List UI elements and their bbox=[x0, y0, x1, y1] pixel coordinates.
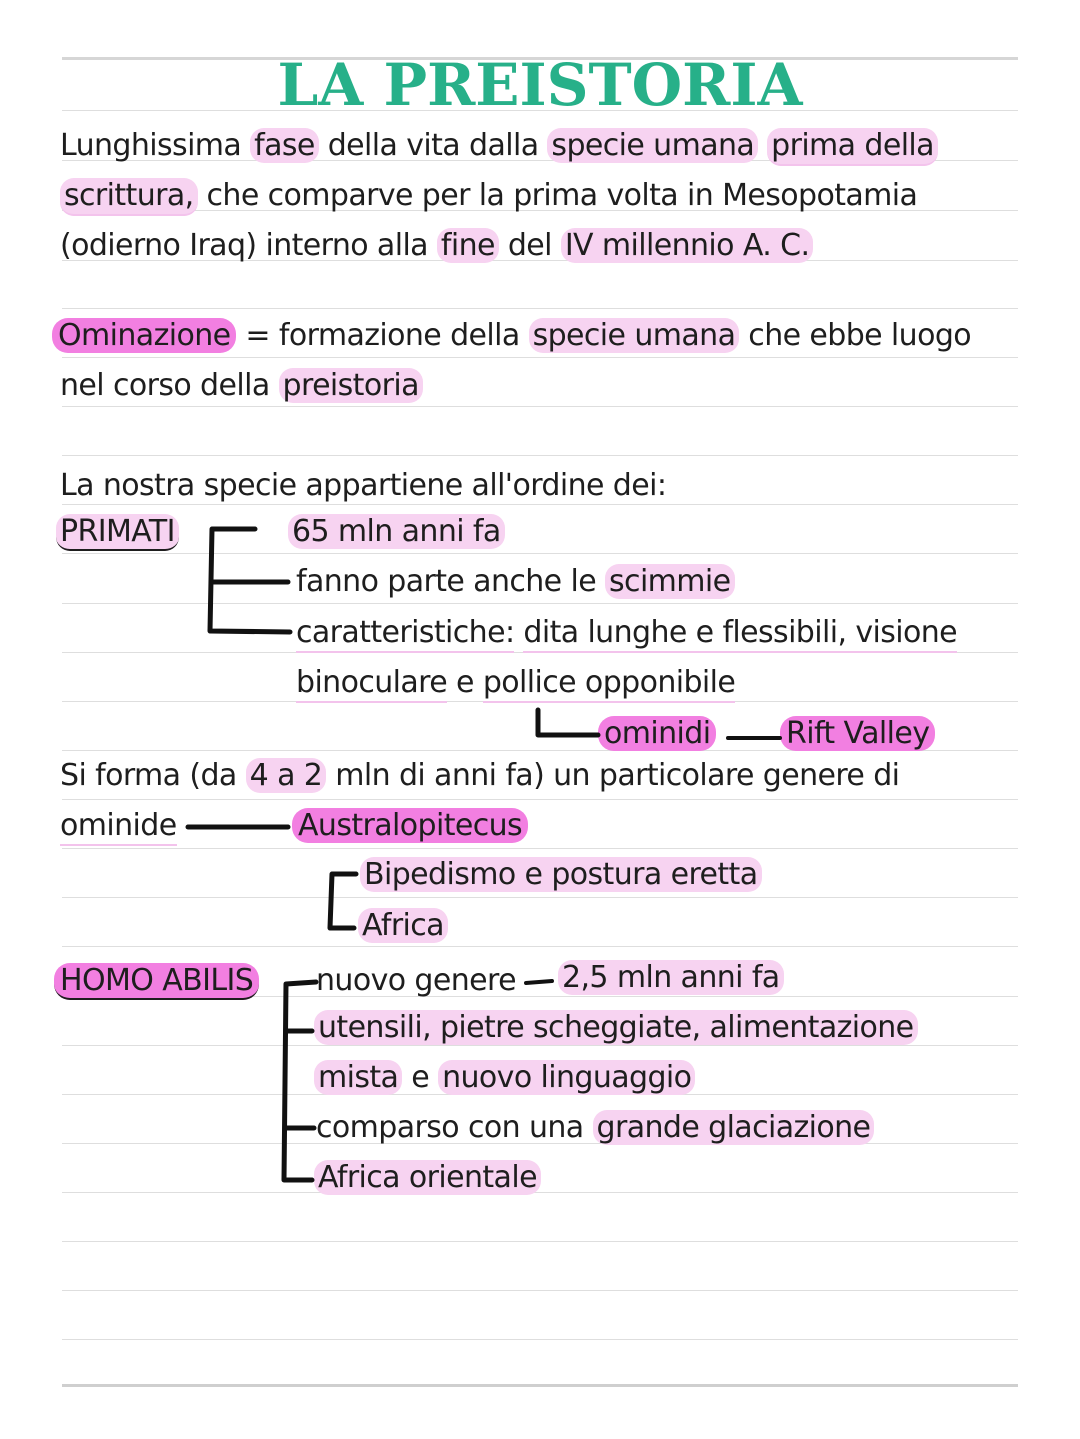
australo-branch-1 bbox=[360, 855, 762, 895]
rule bbox=[62, 1339, 1018, 1340]
highlight: 65 mln anni fa bbox=[288, 514, 505, 549]
intro-line-3 bbox=[60, 226, 813, 266]
highlight: utensili, pietre scheggiate, alimentazione bbox=[314, 1010, 918, 1045]
habilis-branch-1-date bbox=[558, 958, 784, 998]
habilis-branch-4 bbox=[316, 1108, 874, 1148]
intro-line-2 bbox=[60, 176, 917, 216]
habilis-term-line bbox=[54, 961, 259, 1001]
habilis-branch-2 bbox=[314, 1008, 918, 1048]
highlight: fine bbox=[437, 228, 499, 263]
primati-branch-3 bbox=[296, 613, 957, 653]
branch-text: e bbox=[456, 665, 474, 700]
ominazione-line-1 bbox=[52, 316, 971, 356]
ominidi-connector bbox=[538, 710, 598, 735]
intro-text: del bbox=[507, 228, 552, 263]
highlight: Africa bbox=[358, 908, 448, 943]
australo-branch-2 bbox=[358, 906, 448, 946]
rule bbox=[62, 799, 1018, 800]
highlight: fase bbox=[250, 128, 319, 163]
ominazione-text: nel corso della bbox=[60, 368, 270, 403]
rule bbox=[62, 308, 1018, 309]
australo-text: mln di anni fa) un particolare genere di bbox=[335, 758, 900, 793]
australo-line-2 bbox=[60, 806, 177, 846]
highlight: nuovo linguaggio bbox=[438, 1060, 695, 1095]
highlight: 2,5 mln anni fa bbox=[558, 960, 784, 995]
bottom-rule bbox=[62, 1384, 1018, 1387]
ominazione-term: Ominazione bbox=[52, 318, 236, 353]
australo-line-1 bbox=[60, 756, 899, 796]
highlight: scimmie bbox=[605, 564, 735, 599]
rule bbox=[62, 603, 1018, 604]
intro-text: Lunghissima bbox=[60, 128, 242, 163]
highlight: preistoria bbox=[279, 368, 423, 403]
rule bbox=[62, 848, 1018, 849]
habilis-branch-1 bbox=[316, 961, 516, 1001]
equals-sign: = bbox=[245, 318, 270, 353]
rule bbox=[62, 897, 1018, 898]
branch-text: nuovo genere bbox=[316, 963, 516, 998]
highlight: specie umana bbox=[529, 318, 740, 353]
highlight: 4 a 2 bbox=[246, 758, 327, 793]
homo-abilis-term: HOMO ABILIS bbox=[54, 963, 259, 1000]
rule bbox=[62, 553, 1018, 554]
primati-branch-1 bbox=[288, 512, 505, 552]
highlight: scrittura, bbox=[60, 178, 198, 216]
primati-intro: La nostra specie appartiene all'ordine dei: bbox=[60, 468, 667, 503]
highlight: IV millennio A. C. bbox=[561, 228, 814, 263]
primati-term: PRIMATI bbox=[56, 514, 179, 551]
australo-bracket bbox=[330, 874, 356, 928]
highlight: mista bbox=[314, 1060, 402, 1095]
habilis-branch-3 bbox=[314, 1058, 695, 1098]
ominide-term: ominide bbox=[60, 808, 177, 846]
australopitecus-term: Australopitecus bbox=[292, 808, 528, 843]
primati-branch-2 bbox=[296, 562, 735, 602]
branch-text: fanno parte anche le bbox=[296, 564, 597, 599]
rule bbox=[62, 406, 1018, 407]
branch-text: caratteristiche: bbox=[296, 615, 514, 653]
rule bbox=[62, 1290, 1018, 1291]
habilis-branch-5 bbox=[314, 1158, 541, 1198]
rift-valley-line bbox=[780, 714, 935, 754]
australo-text: Si forma (da bbox=[60, 758, 237, 793]
highlight: Bipedismo e postura eretta bbox=[360, 857, 762, 892]
rule bbox=[62, 946, 1018, 947]
intro-text: (odierno Iraq) interno alla bbox=[60, 228, 428, 263]
primati-branch-3-cont bbox=[296, 663, 735, 703]
habilis-bracket bbox=[284, 982, 316, 1180]
ominazione-text: formazione della bbox=[278, 318, 520, 353]
ominazione-line-2 bbox=[60, 366, 423, 406]
branch-text: comparso con una bbox=[316, 1110, 584, 1145]
australo-term-line bbox=[292, 806, 528, 846]
date-connector bbox=[526, 981, 552, 983]
rule bbox=[62, 455, 1018, 456]
intro-text: della vita dalla bbox=[327, 128, 539, 163]
ominazione-text: che ebbe luogo bbox=[748, 318, 972, 353]
highlight: Africa orientale bbox=[314, 1160, 541, 1195]
highlight: grande glaciazione bbox=[593, 1110, 875, 1145]
primati-term-line bbox=[56, 512, 179, 552]
rule bbox=[62, 357, 1018, 358]
highlight: prima della bbox=[767, 128, 938, 166]
primati-bracket bbox=[210, 529, 290, 632]
branch-text: pollice opponibile bbox=[483, 665, 735, 703]
branch-text: binoculare bbox=[296, 665, 447, 703]
ominidi-line bbox=[598, 714, 716, 754]
highlight: specie umana bbox=[547, 128, 758, 163]
ominidi-term: ominidi bbox=[598, 716, 716, 751]
intro-line-1 bbox=[60, 126, 938, 166]
page-title: LA PREISTORIA bbox=[277, 51, 803, 119]
branch-text: e bbox=[411, 1060, 430, 1095]
rift-valley-term: Rift Valley bbox=[780, 716, 935, 751]
branch-text: dita lunghe e flessibili, visione bbox=[523, 615, 957, 653]
intro-text: che comparve per la prima volta in Mesopotamia bbox=[206, 178, 918, 213]
rule bbox=[62, 1241, 1018, 1242]
